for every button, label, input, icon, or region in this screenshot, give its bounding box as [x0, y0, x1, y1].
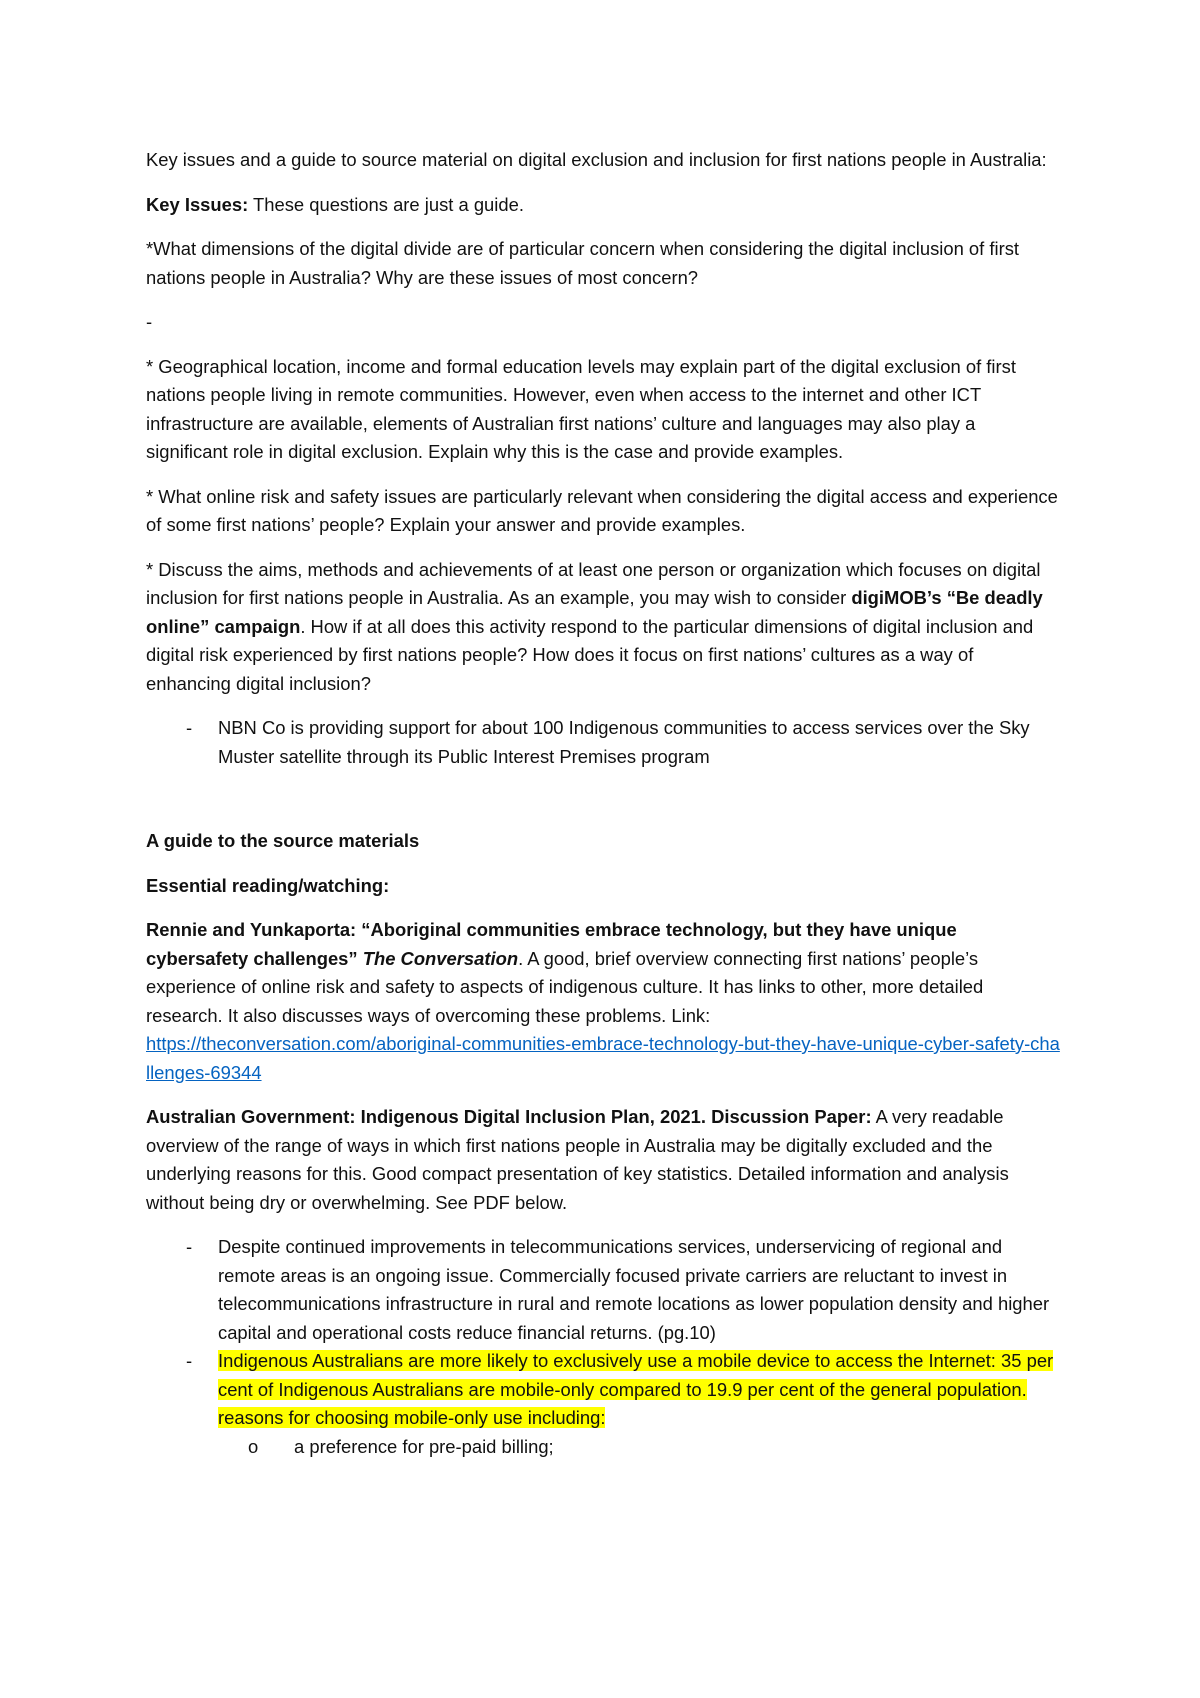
source-2-bullet-list [146, 1233, 1060, 1461]
nbn-bullet-text: NBN Co is providing support for about 100 Indigenous communities to access services over the Sky Muster satellite through its Public Interest Premises program [218, 717, 1030, 767]
list-item [146, 714, 1060, 771]
key-issues-text: These questions are just a guide. [248, 193, 524, 215]
dash-line: - [146, 311, 153, 332]
question-4 [146, 556, 1060, 699]
source-1-link[interactable]: https://theconversation.com/aboriginal-communities-embrace-technology-but-they-have-unique-cyber-safety-challenges-69344 [146, 1033, 1060, 1083]
question-4-start: * Discuss the aims, methods and achievements of at least one person or organization which focuses on digital inclusion for first nations people in Australia. As an example, you may wish to consider [146, 558, 1041, 608]
dash-marker: - [186, 717, 193, 738]
list-item [146, 1433, 1060, 1462]
dash-marker: - [186, 1236, 193, 1257]
source-2-title: Australian Government: Indigenous Digital Inclusion Plan, 2021. Discussion Paper: [146, 1106, 872, 1127]
nbn-bullet-list [146, 714, 1060, 771]
question-1: *What dimensions of the digital divide are of particular concern when considering the digital inclusion of first nations people in Australia? Why are these issues of most concern? [146, 238, 1019, 288]
guide-heading: A guide to the source materials [146, 830, 420, 851]
source-1-publication: The Conversation [362, 947, 519, 969]
list-item [146, 1347, 1060, 1461]
source-2-bullet-1: Despite continued improvements in telecommunications services, underservicing of regional and remote areas is an ongoing issue. Commercially focused private carriers are reluctant to invest in telecommunications infrastructure in rural and remote locations as lower population density and higher capital and operational costs reduce financial returns. (pg.10) [218, 1236, 1050, 1343]
source-1-description: . A good, brief overview connecting first nations’ people’s experience of online risk and safety to aspects of indigenous culture. It has links to other, more detailed research. It also discusses ways of overcoming these problems. Link: [146, 947, 984, 1026]
question-4-campaign: digiMOB’s “Be deadly online” campaign [146, 587, 1043, 637]
dash-marker: - [186, 1350, 193, 1371]
source-1 [146, 916, 1060, 1087]
source-2 [146, 1103, 1060, 1217]
mobile-reason-1: a preference for pre-paid billing; [294, 1435, 554, 1457]
mobile-reasons-list [218, 1433, 1060, 1462]
question-4-end: . How if at all does this activity respond to the particular dimensions of digital inclusion and digital risk experienced by first nations people? How does it focus on first nations’ cultures as a way of enhancing digital inclusion? [146, 615, 1034, 694]
blank-line [146, 787, 1060, 827]
circle-marker: o [248, 1435, 259, 1457]
list-item [146, 1233, 1060, 1347]
source-1-title: Rennie and Yunkaporta: “Aboriginal communities embrace technology, but they have unique cybersafety challenges” [146, 919, 957, 969]
source-2-description: A very readable overview of the range of ways in which first nations people in Australia may be digitally excluded and the underlying reasons for this. Good compact presentation of key statistics. Detailed information and analysis without being dry or overwhelming. See PDF below. [146, 1106, 1009, 1213]
key-issues-label: Key Issues: [146, 193, 249, 215]
question-2: * Geographical location, income and formal education levels may explain part of the digital exclusion of first nations people living in remote communities. However, even when access to the internet and other ICT infrastructure are available, elements of Australian first nations’ culture and languages may also play a significant role in digital exclusion. Explain why this is the case and provide examples. [146, 355, 1016, 462]
source-2-bullet-2-highlighted: Indigenous Australians are more likely to exclusively use a mobile device to access the Internet: 35 per cent of Indigenous Australians are mobile-only compared to 19.9 per cent of the general population. reasons for choosing mobile-only use including: [218, 1350, 1054, 1428]
key-issues-line [146, 191, 1060, 220]
intro-heading: Key issues and a guide to source material on digital exclusion and inclusion for first nations people in Australia: [146, 149, 1047, 170]
essential-heading: Essential reading/watching: [146, 874, 390, 896]
question-3: * What online risk and safety issues are particularly relevant when considering the digital access and experience of some first nations’ people? Explain your answer and provide examples. [146, 485, 1058, 535]
